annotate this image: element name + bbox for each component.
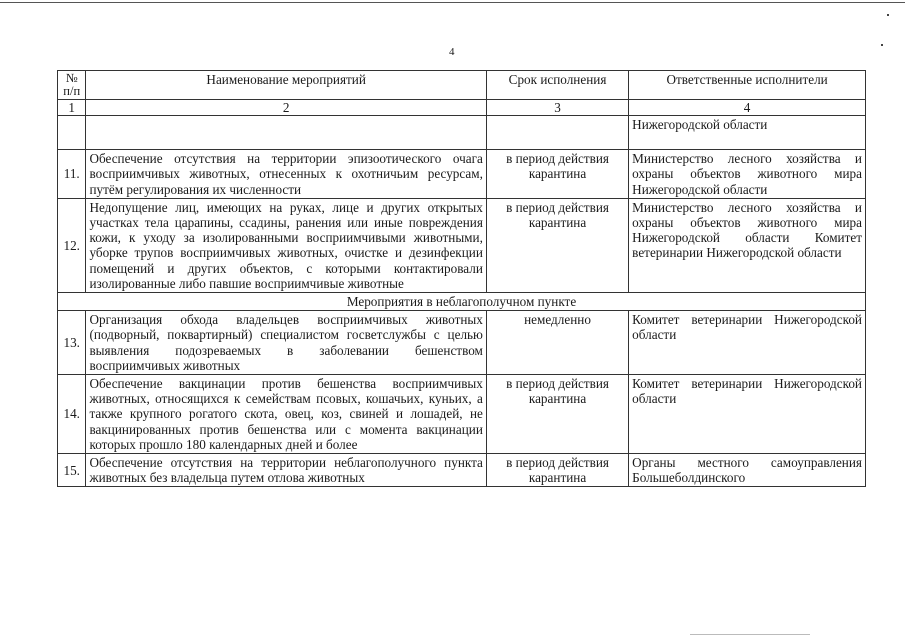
row-executors: Нижегородской области [629, 116, 866, 150]
scan-speck [887, 14, 889, 16]
column-number: 3 [486, 100, 628, 116]
column-number: 2 [86, 100, 486, 116]
row-executors: Органы местного самоуправления Большеболдинского [629, 454, 866, 487]
row-number: 11. [58, 150, 86, 199]
section-heading-row [58, 293, 866, 311]
row-term: в период действия карантина [486, 198, 628, 292]
row-executors: Министерство лесного хозяйства и охраны объектов животного мира Нижегородской области [629, 150, 866, 199]
scan-speck [881, 44, 883, 46]
header-name: Наименование мероприятий [86, 71, 486, 100]
table-header-row [58, 71, 866, 100]
page-number: 4 [449, 46, 455, 58]
row-term: в период действия карантина [486, 454, 628, 487]
row-executors: Комитет ветеринарии Нижегородской области [629, 375, 866, 454]
scan-edge-line-top [0, 2, 905, 3]
table-row [58, 150, 866, 199]
row-number: 14. [58, 375, 86, 454]
row-term: в период действия карантина [486, 150, 628, 199]
column-number: 1 [58, 100, 86, 116]
row-number: 12. [58, 198, 86, 292]
row-name [86, 116, 486, 150]
row-executors: Комитет ветеринарии Нижегородской области [629, 311, 866, 375]
row-executors: Министерство лесного хозяйства и охраны объектов животного мира Нижегородской области Комитет ветеринарии Нижегородской области [629, 198, 866, 292]
measures-table [57, 70, 866, 487]
row-term [486, 116, 628, 150]
row-name: Недопущение лиц, имеющих на руках, лице и других открытых участках тела царапины, ссадины, ранения или иные повреждения кожи, к уходу за изолированными восприимчивыми животными, уборке трупов восприимчивых животных, очистке и дезинфекции помещений и других объектов, с которыми контактировали изолированные либо павшие восприимчивые животные [86, 198, 486, 292]
section-title: Мероприятия в неблагополучном пункте [58, 293, 866, 311]
row-name: Обеспечение отсутствия на территории эпизоотического очага восприимчивых животных, отнесенных к охотничьим ресурсам, путём регулирования их численности [86, 150, 486, 199]
table-row [58, 311, 866, 375]
table-row [58, 198, 866, 292]
row-term: немедленно [486, 311, 628, 375]
row-number [58, 116, 86, 150]
row-name: Организация обхода владельцев восприимчивых животных (подворный, поквартирный) специалистом госветслужбы с целью выявления подозреваемых в заболевании бешенством восприимчивых животных [86, 311, 486, 375]
row-term: в период действия карантина [486, 375, 628, 454]
scan-edge-line-bottom [690, 634, 810, 635]
table-row [58, 116, 866, 150]
header-executors: Ответственные исполнители [629, 71, 866, 100]
table-row [58, 454, 866, 487]
column-number-row [58, 100, 866, 116]
row-name: Обеспечение вакцинации против бешенства восприимчивых животных, относящихся к семействам псовых, кошачьих, куньих, а также крупного рогатого скота, овец, коз, свиней и лошадей, не вакцинированных против бешенства или с момента вакцинации которых прошло 180 календарных дней и более [86, 375, 486, 454]
row-number: 15. [58, 454, 86, 487]
row-name: Обеспечение отсутствия на территории неблагополучного пункта животных без владельца путем отлова животных [86, 454, 486, 487]
column-number: 4 [629, 100, 866, 116]
table-row [58, 375, 866, 454]
row-number: 13. [58, 311, 86, 375]
header-term: Срок исполнения [486, 71, 628, 100]
header-number: № п/п [58, 71, 86, 100]
